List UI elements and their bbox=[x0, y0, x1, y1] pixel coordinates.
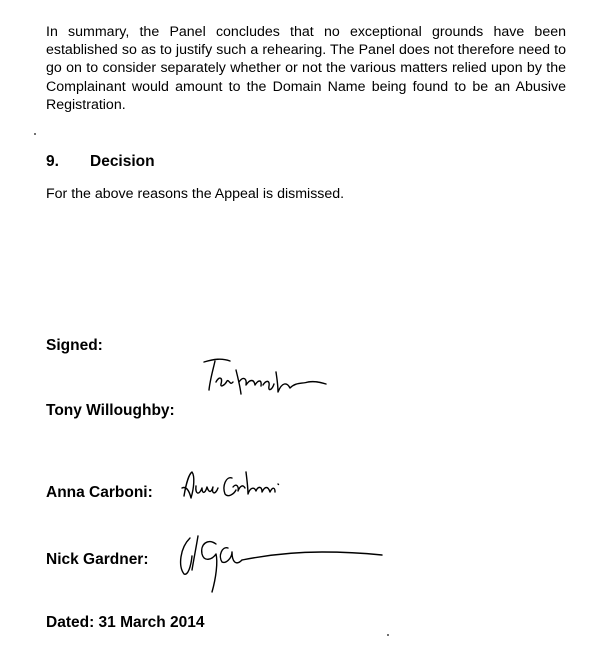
signatory-name-anna-carboni: Anna Carboni: bbox=[46, 484, 153, 501]
dated-line: Dated: 31 March 2014 bbox=[46, 614, 205, 631]
section-number: 9. bbox=[46, 153, 59, 170]
signed-label: Signed: bbox=[46, 337, 103, 354]
section-title: Decision bbox=[90, 153, 155, 170]
signatory-name-tony-willoughby: Tony Willoughby: bbox=[46, 402, 175, 419]
signature-anna-carboni-icon bbox=[178, 466, 288, 506]
decision-text: For the above reasons the Appeal is dismissed. bbox=[46, 186, 345, 202]
signatory-name-nick-gardner: Nick Gardner: bbox=[46, 551, 149, 568]
stray-mark bbox=[34, 133, 36, 135]
summary-paragraph: In summary, the Panel concludes that no exceptional grounds have been established so as to justify such a rehearing. The Panel does not therefore need to go on to consider separately whether or not the various matters relied upon by the Complainant would amount to the Domain Name being found to be an Abusive Registration. bbox=[46, 24, 566, 113]
stray-mark bbox=[387, 634, 389, 636]
signature-tony-willoughby-icon bbox=[200, 352, 335, 402]
section-heading bbox=[46, 153, 155, 171]
signature-nick-gardner-icon bbox=[172, 526, 387, 600]
